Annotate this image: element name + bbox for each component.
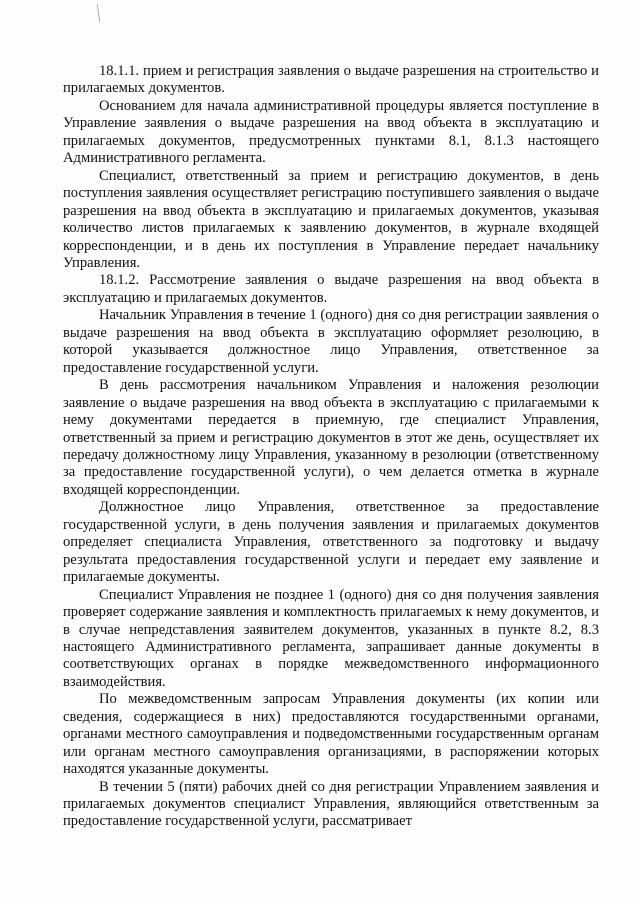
paragraph: 18.1.2. Рассмотрение заявления о выдаче разрешения на ввод объекта в эксплуатацию и прилагаемых документов. xyxy=(63,272,599,306)
scan-mark xyxy=(97,4,104,23)
paragraph: По межведомственным запросам Управления документы (их копии или сведения, содержащиеся в них) предоставляются государственными органами, органами местного самоуправления и подведомственными государственным органам или органам местного самоуправления организациями, в распоряжении которых находятся указанные документы. xyxy=(63,691,599,778)
paragraph: Начальник Управления в течение 1 (одного) дня со дня регистрации заявления о выдаче разрешения на ввод объекта в эксплуатацию оформляет резолюцию, в которой указывается должностное лицо Управления, ответственное за предоставление государственной услуги. xyxy=(63,307,599,376)
document-body xyxy=(63,63,599,831)
paragraph: Основанием для начала административной процедуры является поступление в Управление заявления о выдаче разрешения на ввод объекта в эксплуатацию и прилагаемых документов, предусмотренных пунктами 8.1, 8.1.3 настоящего Административного регламента. xyxy=(63,97,599,167)
paragraph: В день рассмотрения начальником Управления и наложения резолюции заявление о выдаче разрешения на ввод объекта в эксплуатацию с прилагаемыми к нему документами передается в приемную, где специалист Управления, ответственный за прием и регистрацию документов в этот же день, осуществляет их передачу должностному лицу Управления, указанному в резолюции (ответственному за предоставление государственной услуги), о чем делается отметка в журнале входящей корреспонденции. xyxy=(63,377,599,498)
paragraph: 18.1.1. прием и регистрация заявления о выдаче разрешения на строительство и прилагаемых документов. xyxy=(63,63,599,97)
paragraph: Специалист Управления не позднее 1 (одного) дня со дня получения заявления проверяет содержание заявления и комплектность прилагаемых к нему документов, и в случае непредставления заявителем документов, указанных в пункте 8.2, 8.3 настоящего Административного регламента, запрашивает данные документы в соответствующих органах в порядке межведомственного информационного взаимодействия. xyxy=(63,586,599,690)
paragraph: В течении 5 (пяти) рабочих дней со дня регистрации Управлением заявления и прилагаемых документов специалист Управления, являющийся ответственным за предоставление государственной услуги, рассматривает xyxy=(63,778,599,830)
paragraph: Специалист, ответственный за прием и регистрацию документов, в день поступления заявления осуществляет регистрацию поступившего заявления о выдаче разрешения на ввод объекта в эксплуатацию и прилагаемых документов, указывая количество листов прилагаемых к заявлению документов, в журнале входящей корреспонденции, и в день их поступления в Управление передает начальнику Управления. xyxy=(63,167,599,271)
paragraph: Должностное лицо Управления, ответственное за предоставление государственной услуги, в день получения заявления и прилагаемых документов определяет специалиста Управления, ответственного за подготовку и выдачу результата предоставления государственной услуги и передает ему заявление и прилагаемые документы. xyxy=(63,499,599,586)
